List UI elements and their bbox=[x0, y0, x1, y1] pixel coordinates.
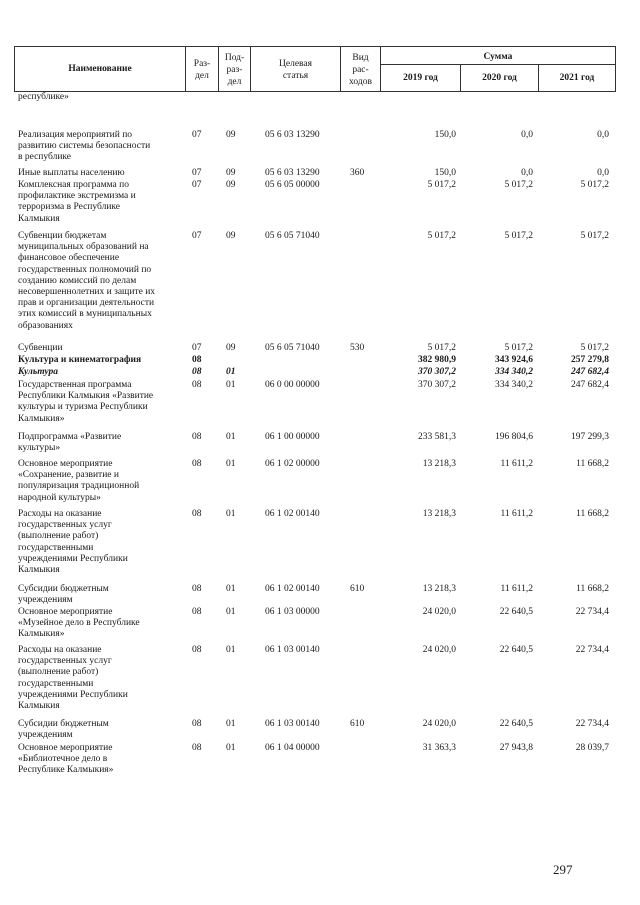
row-sum-2020: 22 640,5 bbox=[499, 719, 533, 729]
row-name-line: Калмыкия bbox=[18, 213, 60, 224]
row-name-line: Реализация мероприятий по bbox=[18, 130, 133, 140]
row-sum-2020: 0,0 bbox=[521, 168, 533, 178]
row-razdel: 08 bbox=[192, 459, 202, 469]
row-sum-2019: 150,0 bbox=[434, 168, 456, 178]
header-summa: Сумма bbox=[483, 52, 513, 62]
page-number: 297 bbox=[553, 862, 573, 877]
row-name-line: учреждениями Республики bbox=[18, 689, 128, 700]
row-sum-2020: 0,0 bbox=[521, 130, 533, 140]
row-sum-2019: 13 218,3 bbox=[422, 459, 456, 469]
header-razdel-line: Раз- bbox=[193, 59, 211, 69]
row-celevaya-statya: 06 1 03 00000 bbox=[265, 607, 320, 617]
row-name-line: популяризация традиционной bbox=[18, 481, 140, 492]
row-sum-2020: 196 804,6 bbox=[495, 432, 533, 442]
row-name-line: Подпрограмма «Развитие bbox=[18, 432, 122, 442]
row-name-line: образованиях bbox=[18, 320, 73, 331]
row-podrazdel: 01 bbox=[226, 432, 236, 442]
row-name-line: профилактике экстремизма и bbox=[18, 191, 136, 202]
row-name-line: учреждениям bbox=[18, 595, 73, 606]
row-name-line: Государственная программа bbox=[18, 380, 132, 390]
row-name-line: республике» bbox=[18, 92, 69, 102]
row-sum-2020: 5 017,2 bbox=[504, 343, 533, 353]
row-name-line: государственных услуг bbox=[18, 520, 112, 531]
row-name-line: культуры» bbox=[18, 443, 61, 454]
row-name-line: Республике Калмыкия» bbox=[18, 765, 114, 776]
row-name-line: «Библиотечное дело в bbox=[18, 754, 108, 765]
row-celevaya-statya: 05 6 03 13290 bbox=[265, 130, 320, 140]
header-year-2021: 2021 год bbox=[559, 73, 595, 83]
row-sum-2021: 22 734,4 bbox=[575, 645, 609, 655]
row-name-line: прав и организации деятельности bbox=[18, 298, 155, 309]
row-name-line: государственными bbox=[18, 678, 94, 689]
row-sum-2019: 24 020,0 bbox=[422, 607, 456, 617]
row-sum-2020: 27 943,8 bbox=[499, 743, 533, 753]
header-podrazdel-line: раз- bbox=[226, 65, 243, 75]
row-name-line: учреждениям bbox=[18, 730, 73, 741]
row-razdel: 08 bbox=[192, 719, 202, 729]
row-sum-2019: 13 218,3 bbox=[422, 584, 456, 594]
row-celevaya-statya: 06 1 02 00000 bbox=[265, 459, 320, 469]
row-name-line: несовершеннолетних и защите их bbox=[18, 287, 156, 297]
row-name-line: культуры и туризма Республики bbox=[18, 402, 148, 413]
row-name-line: терроризма в Республике bbox=[18, 202, 121, 213]
row-name-line: Основное мероприятие bbox=[18, 459, 113, 469]
row-razdel: 08 bbox=[192, 607, 202, 617]
header-podrazdel-line: Под- bbox=[224, 53, 245, 63]
row-name-line: (выполнение работ) bbox=[18, 667, 99, 678]
row-razdel: 08 bbox=[192, 355, 202, 365]
row-podrazdel: 01 bbox=[226, 719, 236, 729]
row-podrazdel: 01 bbox=[226, 380, 236, 390]
row-name-line: Субвенции bbox=[18, 343, 63, 353]
row-name-line: Иные выплаты населению bbox=[18, 168, 125, 178]
row-sum-2021: 11 668,2 bbox=[576, 584, 609, 594]
row-sum-2021: 0,0 bbox=[597, 168, 609, 178]
row-celevaya-statya: 06 1 00 00000 bbox=[265, 432, 320, 442]
row-vid-rashodov: 360 bbox=[350, 168, 365, 178]
row-sum-2019: 24 020,0 bbox=[422, 719, 456, 729]
row-razdel: 08 bbox=[192, 584, 202, 594]
header-celevaya-line: статья bbox=[282, 71, 309, 81]
row-razdel: 07 bbox=[192, 231, 202, 241]
row-celevaya-statya: 05 6 05 71040 bbox=[265, 343, 320, 353]
row-podrazdel: 01 bbox=[226, 367, 236, 377]
row-razdel: 07 bbox=[192, 343, 202, 353]
header-podrazdel-line: дел bbox=[227, 77, 242, 87]
header-celevaya-line: Целевая bbox=[279, 59, 312, 69]
row-podrazdel: 09 bbox=[226, 130, 236, 140]
row-sum-2020: 22 640,5 bbox=[499, 607, 533, 617]
row-podrazdel: 09 bbox=[226, 168, 236, 178]
row-name-line: «Музейное дело в Республике bbox=[18, 618, 140, 629]
row-sum-2021: 11 668,2 bbox=[576, 459, 609, 469]
header-vid-line: рас- bbox=[352, 65, 369, 75]
row-name-line: Культура bbox=[18, 367, 58, 377]
row-name-line: этих комиссий в муниципальных bbox=[18, 309, 152, 320]
row-sum-2019: 233 581,3 bbox=[418, 432, 456, 442]
header-year-2019: 2019 год bbox=[403, 73, 438, 83]
row-podrazdel: 09 bbox=[226, 343, 236, 353]
row-sum-2019: 5 017,2 bbox=[427, 343, 456, 353]
row-podrazdel: 01 bbox=[226, 645, 236, 655]
row-sum-2020: 11 611,2 bbox=[500, 509, 533, 519]
row-vid-rashodov: 610 bbox=[350, 719, 365, 729]
row-name-line: «Сохранение, развитие и bbox=[18, 470, 119, 481]
row-sum-2020: 11 611,2 bbox=[500, 584, 533, 594]
row-celevaya-statya: 06 1 03 00140 bbox=[265, 719, 320, 729]
row-vid-rashodov: 530 bbox=[350, 343, 365, 353]
header-vid-line: ходов bbox=[349, 77, 372, 87]
row-name-line: Калмыкия bbox=[18, 701, 60, 711]
row-name-line: (выполнение работ) bbox=[18, 531, 99, 542]
row-celevaya-statya: 05 6 05 71040 bbox=[265, 231, 320, 241]
row-name-line: созданию комиссий по делам bbox=[18, 275, 137, 286]
row-name-line: в республике bbox=[18, 152, 72, 163]
row-sum-2021: 22 734,4 bbox=[575, 719, 609, 729]
row-name-line: Культура и кинематография bbox=[18, 355, 142, 365]
row-razdel: 08 bbox=[192, 367, 202, 377]
row-name-line: муниципальных образований на bbox=[18, 242, 149, 253]
row-celevaya-statya: 06 0 00 00000 bbox=[265, 380, 320, 390]
row-celevaya-statya: 05 6 03 13290 bbox=[265, 168, 320, 178]
row-sum-2021: 28 039,7 bbox=[575, 743, 609, 753]
row-sum-2021: 22 734,4 bbox=[575, 607, 609, 617]
row-name-line: государственными bbox=[18, 542, 94, 553]
row-name-line: финансовое обеспечение bbox=[18, 253, 120, 264]
row-sum-2021: 5 017,2 bbox=[580, 343, 609, 353]
row-sum-2019: 5 017,2 bbox=[427, 231, 456, 241]
header-name: Наименование bbox=[68, 64, 132, 74]
row-razdel: 08 bbox=[192, 509, 202, 519]
row-razdel: 07 bbox=[192, 180, 202, 190]
row-razdel: 07 bbox=[192, 130, 202, 140]
row-podrazdel: 01 bbox=[226, 584, 236, 594]
row-sum-2021: 257 279,8 bbox=[571, 355, 609, 365]
row-celevaya-statya: 06 1 02 00140 bbox=[265, 509, 320, 519]
row-sum-2021: 247 682,4 bbox=[571, 367, 609, 377]
row-name-line: Субсидии бюджетным bbox=[18, 719, 109, 729]
row-name-line: народной культуры» bbox=[18, 492, 101, 503]
row-sum-2020: 5 017,2 bbox=[504, 231, 533, 241]
row-sum-2020: 5 017,2 bbox=[504, 180, 533, 190]
row-sum-2021: 247 682,4 bbox=[571, 380, 609, 390]
row-razdel: 08 bbox=[192, 645, 202, 655]
row-sum-2020: 343 924,6 bbox=[495, 355, 533, 365]
row-razdel: 08 bbox=[192, 432, 202, 442]
row-sum-2021: 0,0 bbox=[597, 130, 609, 140]
row-podrazdel: 01 bbox=[226, 459, 236, 469]
row-name-line: Комплексная программа по bbox=[18, 180, 129, 190]
header-year-2020: 2020 год bbox=[482, 73, 517, 83]
row-vid-rashodov: 610 bbox=[350, 584, 365, 594]
row-sum-2019: 382 980,9 bbox=[418, 355, 456, 365]
row-name-line: развитию системы безопасности bbox=[18, 141, 151, 152]
row-sum-2020: 22 640,5 bbox=[499, 645, 533, 655]
header-razdel-line: дел bbox=[195, 71, 209, 81]
row-name-line: Расходы на оказание bbox=[18, 509, 102, 519]
row-celevaya-statya: 06 1 04 00000 bbox=[265, 743, 320, 753]
row-sum-2021: 197 299,3 bbox=[571, 432, 609, 442]
row-podrazdel: 01 bbox=[226, 509, 236, 519]
row-name-line: Республики Калмыкия «Развитие bbox=[18, 391, 154, 402]
row-sum-2021: 11 668,2 bbox=[576, 509, 609, 519]
row-celevaya-statya: 06 1 02 00140 bbox=[265, 584, 320, 594]
row-sum-2019: 150,0 bbox=[434, 130, 456, 140]
header-vid-line: Вид bbox=[352, 53, 369, 63]
row-name-line: государственных услуг bbox=[18, 656, 112, 667]
row-name-line: Калмыкия» bbox=[18, 413, 65, 424]
row-razdel: 08 bbox=[192, 743, 202, 753]
row-podrazdel: 01 bbox=[226, 607, 236, 617]
row-name-line: Субсидии бюджетным bbox=[18, 584, 109, 594]
row-sum-2021: 5 017,2 bbox=[580, 231, 609, 241]
row-celevaya-statya: 05 6 05 00000 bbox=[265, 180, 320, 190]
row-name-line: Основное мероприятие bbox=[18, 607, 113, 617]
row-sum-2019: 370 307,2 bbox=[418, 380, 456, 390]
row-celevaya-statya: 06 1 03 00140 bbox=[265, 645, 320, 655]
row-sum-2020: 334 340,2 bbox=[495, 380, 533, 390]
row-sum-2019: 13 218,3 bbox=[422, 509, 456, 519]
row-podrazdel: 09 bbox=[226, 231, 236, 241]
row-name-line: Основное мероприятие bbox=[18, 743, 113, 753]
row-sum-2019: 31 363,3 bbox=[422, 743, 456, 753]
row-razdel: 08 bbox=[192, 380, 202, 390]
row-sum-2019: 370 307,2 bbox=[418, 367, 456, 377]
row-name-line: государственных полномочий по bbox=[18, 264, 152, 275]
row-name-line: Расходы на оказание bbox=[18, 645, 102, 655]
row-name-line: учреждениями Республики bbox=[18, 553, 128, 564]
row-sum-2020: 11 611,2 bbox=[500, 459, 533, 469]
row-sum-2019: 24 020,0 bbox=[422, 645, 456, 655]
row-podrazdel: 09 bbox=[226, 180, 236, 190]
row-sum-2020: 334 340,2 bbox=[495, 367, 533, 377]
row-name-line: Субвенции бюджетам bbox=[18, 231, 107, 241]
row-sum-2019: 5 017,2 bbox=[427, 180, 456, 190]
row-razdel: 07 bbox=[192, 168, 202, 178]
row-name-line: Калмыкия bbox=[18, 565, 60, 575]
row-podrazdel: 01 bbox=[226, 743, 236, 753]
row-sum-2021: 5 017,2 bbox=[580, 180, 609, 190]
row-name-line: Калмыкия» bbox=[18, 629, 65, 640]
